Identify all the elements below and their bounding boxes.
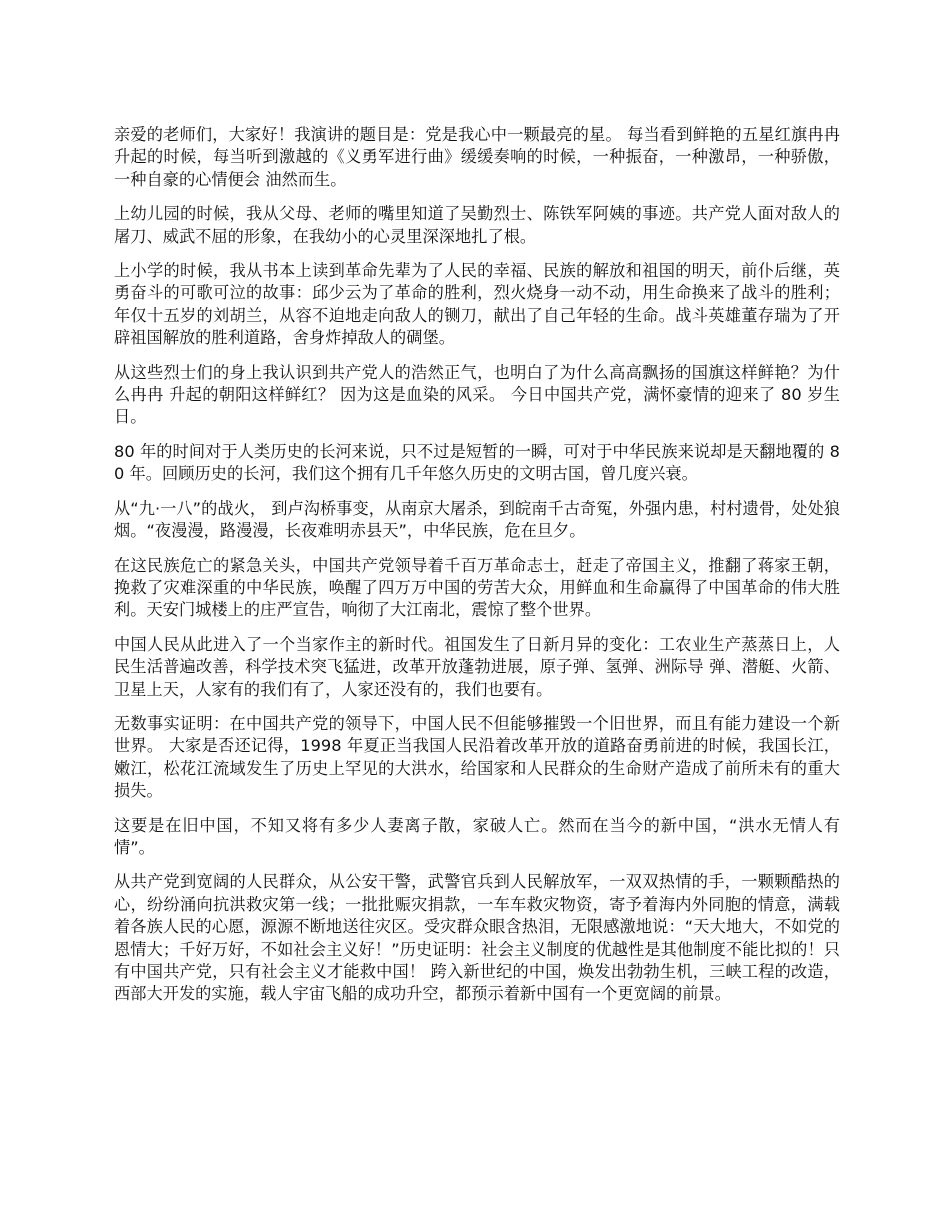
- document-body: [114, 124, 840, 1018]
- paragraph: 80 年的时间对于人类历史的长河来说，只不过是短暂的一瞬，可对于中华民族来说却是天翻地覆的 80 年。回顾历史的长河，我们这个拥有几千年悠久历史的文明古国，曾几度兴衰。: [114, 441, 840, 484]
- paragraph: 亲爱的老师们，大家好！我演讲的题目是：党是我心中一颗最亮的星。 每当看到鲜艳的五星红旗冉冉升起的时候，每当听到激越的《义勇军进行曲》缓缓奏响的时候，一种振奋，一种激昂，一种骄傲，一种自豪的心情便会 油然而生。: [114, 125, 840, 189]
- paragraph: 从共产党到宽阔的人民群众，从公安干警，武警官兵到人民解放军，一双双热情的手，一颗颗酷热的心，纷纷涌向抗洪救灾第一线；一批批赈灾捐款，一车车救灾物资，寄予着海内外同胞的情意，满载着各族人民的心愿，源源不断地送往灾区。受灾群众眼含热泪，无限感激地说：“天大地大，不如党的恩情大；千好万好，不如社会主义好！”历史证明：社会主义制度的优越性是其他制度不能比拟的！只有中国共产党，只有社会主义才能救中国！ 跨入新世纪的中国，焕发出勃勃生机，三峡工程的改造，西部大开发的实施，载人宇宙飞船的成功升空，都预示着新中国有一个更宽阔的前景。: [114, 872, 840, 1004]
- paragraph: 中国人民从此进入了一个当家作主的新时代。祖国发生了日新月异的变化：工农业生产蒸蒸日上，人民生活普遍改善，科学技术突飞猛进，改革开放蓬勃进展，原子弹、氢弹、洲际导 弹、潜艇、火箭、卫星上天，人家有的我们有了，人家还没有的，我们也要有。: [114, 634, 840, 699]
- paragraph: 这要是在旧中国，不知又将有多少人妻离子散，家破人亡。然而在当今的新中国，“洪水无情人有情”。: [114, 815, 840, 857]
- paragraph: 在这民族危亡的紧急关头，中国共产党领导着千百万革命志士，赶走了帝国主义，推翻了蒋家王朝，挽救了灾难深重的中华民族，唤醒了四万万中国的劳苦大众，用鲜血和生命赢得了中国革命的伟大胜利。天安门城楼上的庄严宣告，响彻了大江南北，震惊了整个世界。: [114, 555, 840, 620]
- paragraph: 从这些烈士们的身上我认识到共产党人的浩然正气，也明白了为什么高高飘扬的国旗这样鲜艳？为什么冉冉 升起的朝阳这样鲜红？ 因为这是血染的风采。 今日中国共产党，满怀豪情的迎来了 80 岁生日。: [114, 362, 840, 427]
- paragraph: 从“九·一八”的战火， 到卢沟桥事变，从南京大屠杀，到皖南千古奇冤，外强内患，村村遗骨，处处狼烟。“夜漫漫，路漫漫，长夜难明赤县天”，中华民族，危在旦夕。: [114, 498, 840, 541]
- paragraph: 无数事实证明：在中国共产党的领导下，中国人民不但能够摧毁一个旧世界，而且有能力建设一个新世界。 大家是否还记得，1998 年夏正当我国人民沿着改革开放的道路奋勇前进的时候，我国长江，嫩江，松花江流域发生了历史上罕见的大洪水，给国家和人民群众的生命财产造成了前所未有的重大损失。: [114, 713, 840, 801]
- paragraph: 上小学的时候，我从书本上读到革命先辈为了人民的幸福、民族的解放和祖国的明天，前仆后继，英勇奋斗的可歌可泣的故事：邱少云为了革命的胜利，烈火烧身一动不动，用生命换来了战斗的胜利；年仅十五岁的刘胡兰，从容不迫地走向敌人的铡刀，献出了自己年轻的生命。战斗英雄董存瑞为了开辟祖国解放的胜利道路，舍身炸掉敌人的碉堡。: [114, 261, 840, 348]
- paragraph: 上幼儿园的时候，我从父母、老师的嘴里知道了吴勤烈士、陈铁军阿姨的事迹。共产党人面对敌人的屠刀、威武不屈的形象，在我幼小的心灵里深深地扎了根。: [114, 204, 840, 246]
